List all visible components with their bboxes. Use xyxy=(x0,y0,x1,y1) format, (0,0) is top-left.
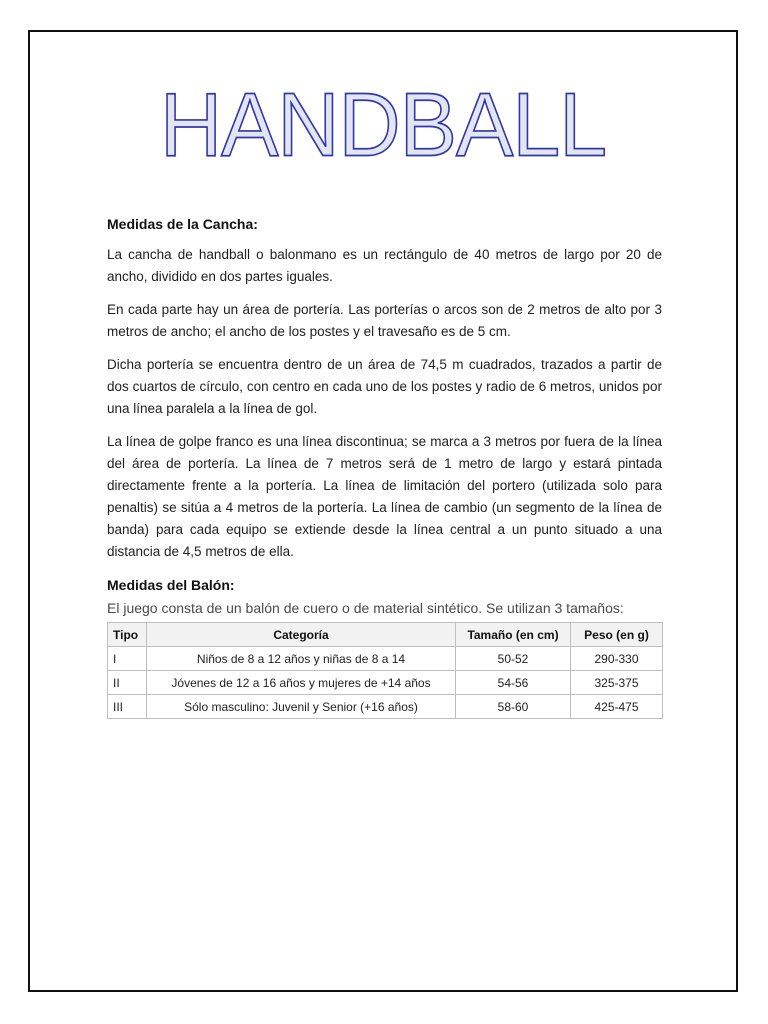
document-body xyxy=(107,216,662,719)
column-header-peso: Peso (en g) xyxy=(571,623,663,647)
cell-tamano: 54-56 xyxy=(456,671,571,695)
section-heading-court: Medidas de la Cancha: xyxy=(107,216,258,232)
document-title: HANDBALL xyxy=(159,74,607,176)
cell-tamano: 58-60 xyxy=(456,695,571,719)
cell-tipo: I xyxy=(108,647,147,671)
cell-categoria: Sólo masculino: Juvenil y Senior (+16 años) xyxy=(147,695,456,719)
paragraph-goal-zone: Dicha portería se encuentra dentro de un área de 74,5 m cuadrados, trazados a partir de dos cuartos de círculo, con centro en cada uno de los postes y radio de 6 metros, unidos por una línea paralela a la línea de gol. xyxy=(107,357,662,416)
paragraph-court-size: La cancha de handball o balonmano es un rectángulo de 40 metros de largo por 20 de ancho, dividido en dos partes iguales. xyxy=(107,247,662,284)
column-header-tamano: Tamaño (en cm) xyxy=(456,623,571,647)
cell-categoria: Niños de 8 a 12 años y niñas de 8 a 14 xyxy=(147,647,456,671)
table-header-row xyxy=(108,623,663,647)
section-heading-ball: Medidas del Balón: xyxy=(107,577,235,593)
table-row xyxy=(108,647,663,671)
cell-tipo: III xyxy=(108,695,147,719)
column-header-tipo: Tipo xyxy=(108,623,147,647)
cell-categoria: Jóvenes de 12 a 16 años y mujeres de +14 años xyxy=(147,671,456,695)
column-header-categoria: Categoría xyxy=(147,623,456,647)
cell-tamano: 50-52 xyxy=(456,647,571,671)
cell-peso: 325-375 xyxy=(571,671,663,695)
document-page xyxy=(28,30,738,992)
cell-tipo: II xyxy=(108,671,147,695)
ball-sizes-table xyxy=(107,622,663,719)
paragraph-ball-intro: El juego consta de un balón de cuero o de material sintético. Se utilizan 3 tamaños: xyxy=(107,600,624,616)
cell-peso: 290-330 xyxy=(571,647,663,671)
title-container xyxy=(30,74,736,176)
paragraph-lines: La línea de golpe franco es una línea discontinua; se marca a 3 metros por fuera de la línea del área de portería. La línea de 7 metros será de 1 metro de largo y estará pintada directamente frente a la portería. La línea de limitación del portero (utilizada solo para penaltis) se sitúa a 4 metros de la portería. La línea de cambio (un segmento de la línea de banda) para cada equipo se extiende desde la línea central a un punto situado a una distancia de 4,5 metros de ella. xyxy=(107,434,662,559)
paragraph-goal-area: En cada parte hay un área de portería. Las porterías o arcos son de 2 metros de alto por 3 metros de ancho; el ancho de los postes y el travesaño es de 5 cm. xyxy=(107,302,662,339)
table-row xyxy=(108,695,663,719)
table-row xyxy=(108,671,663,695)
cell-peso: 425-475 xyxy=(571,695,663,719)
